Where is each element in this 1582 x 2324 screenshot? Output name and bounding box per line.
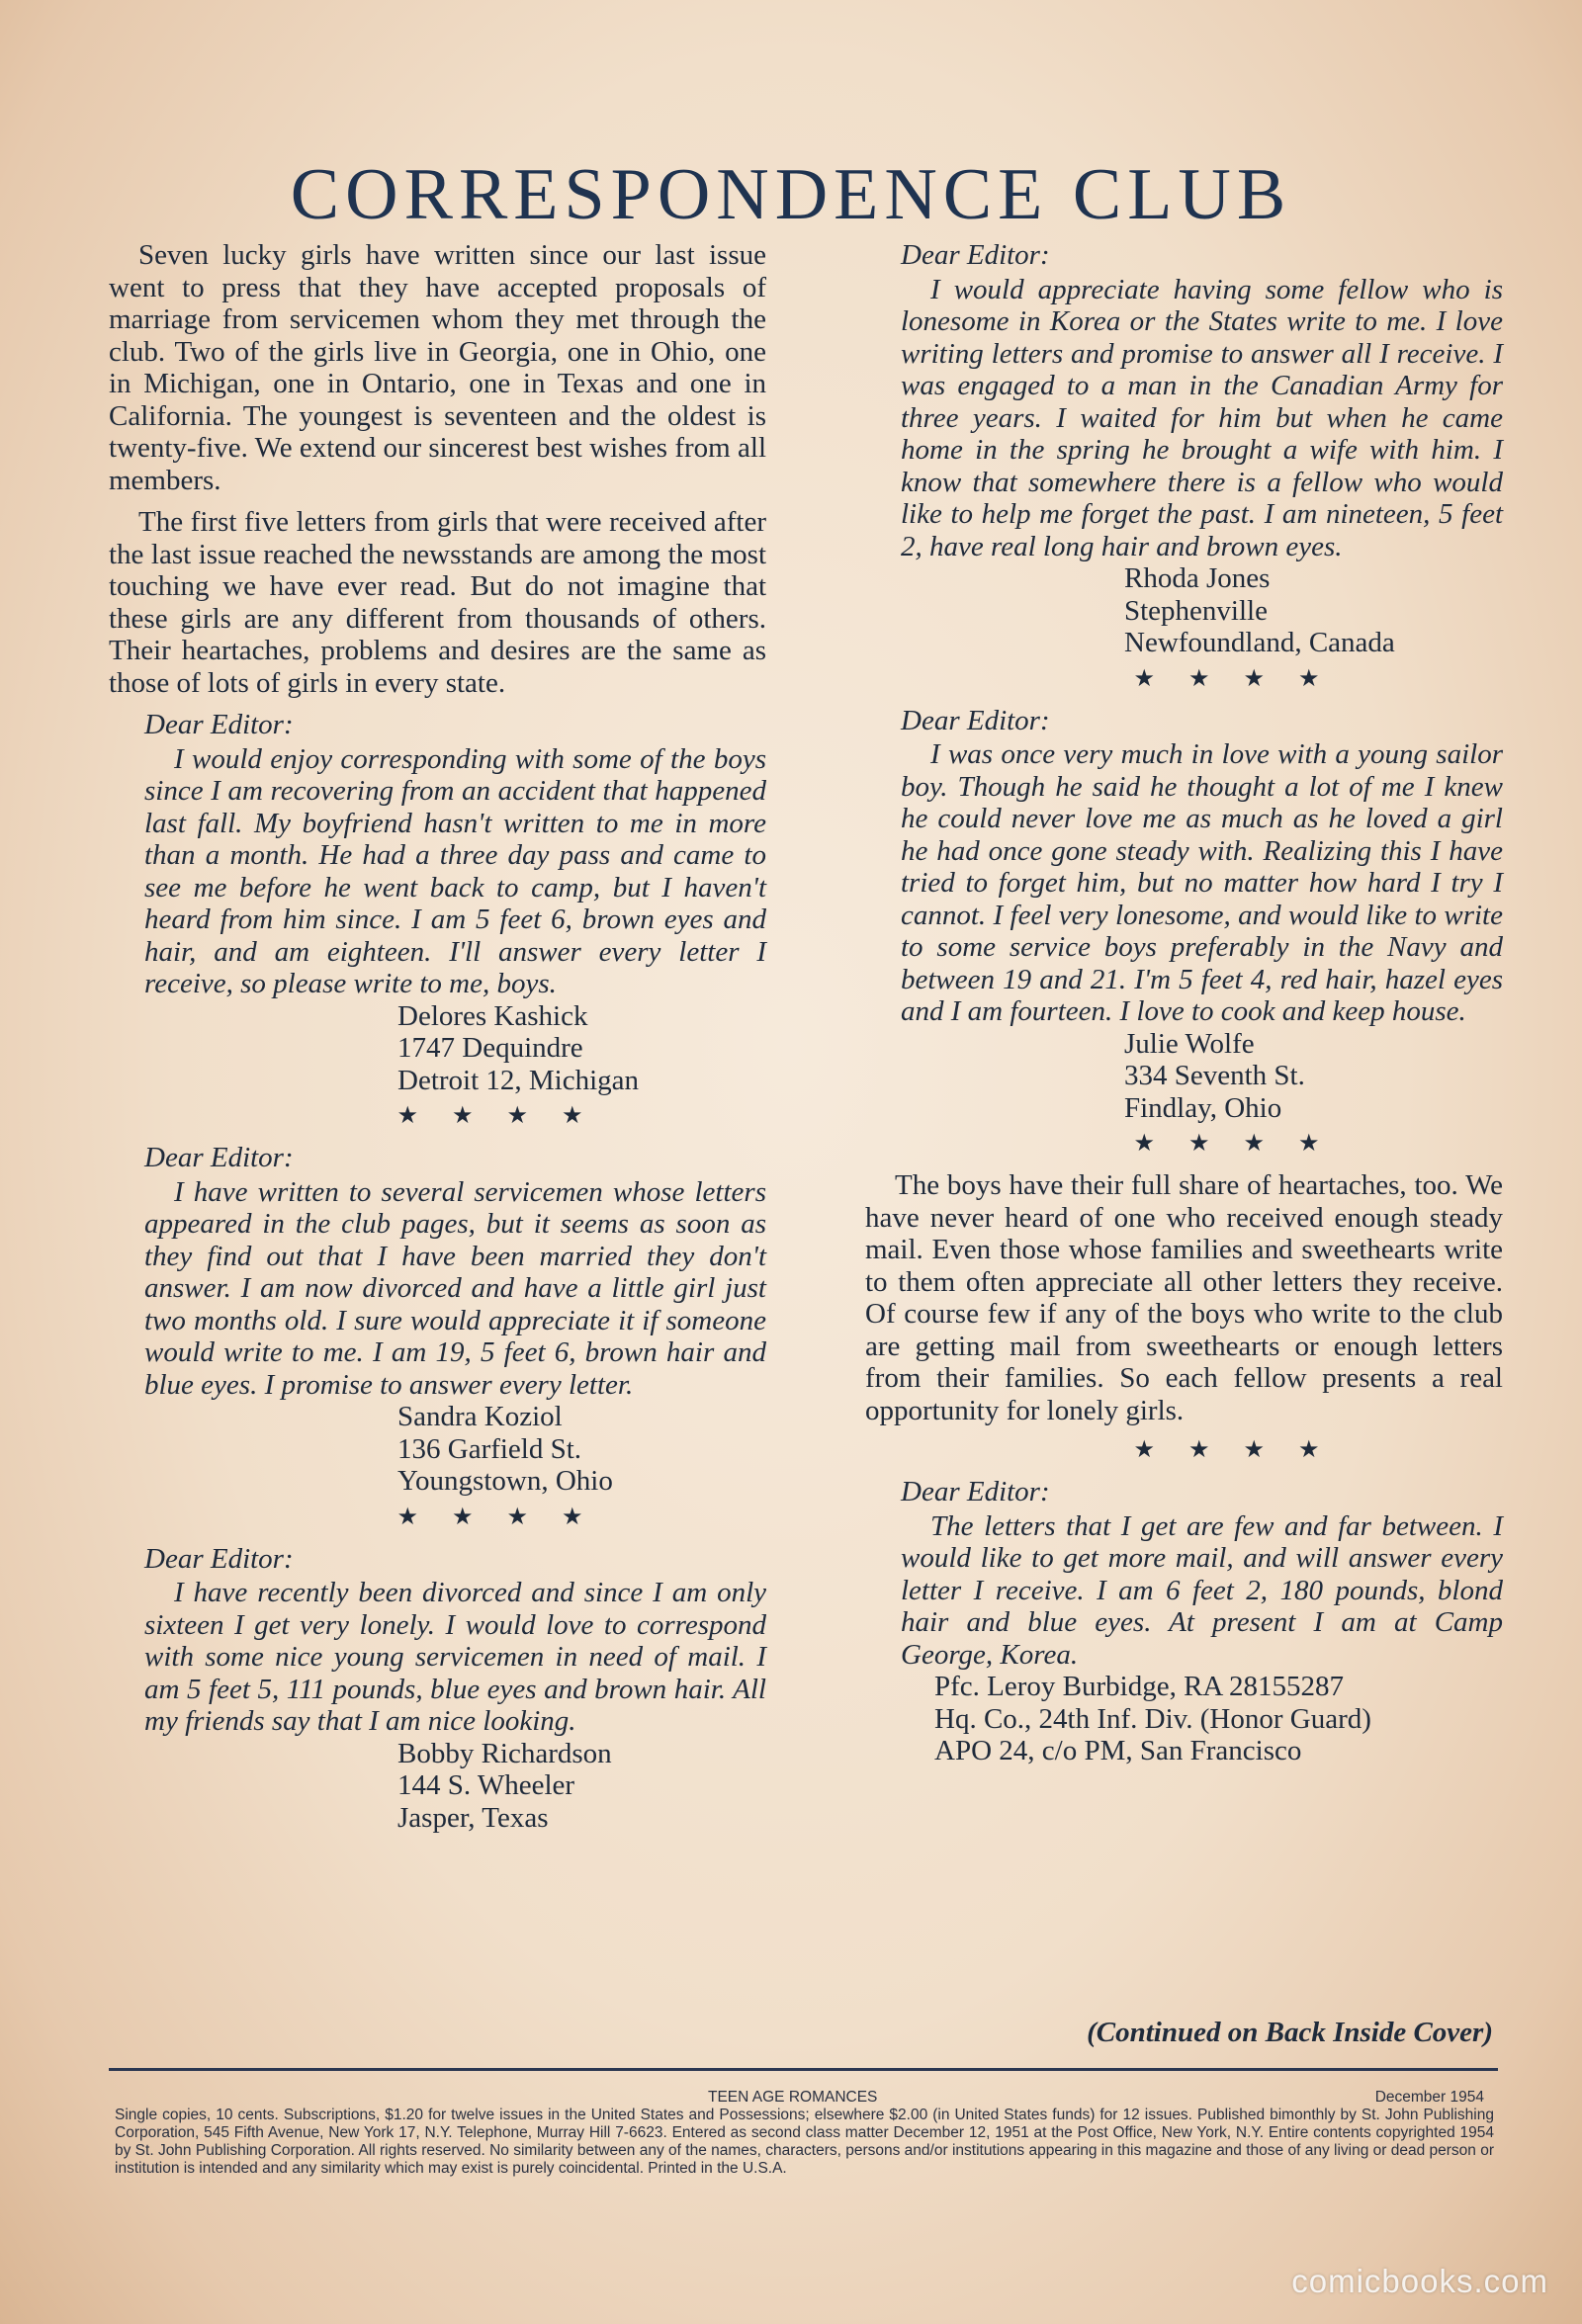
signature-street: Stephenville bbox=[1124, 594, 1268, 627]
letter-salutation: Dear Editor: bbox=[901, 239, 1050, 271]
signature-name: Delores Kashick bbox=[397, 999, 588, 1032]
signature-unit: Hq. Co., 24th Inf. Div. (Honor Guard) bbox=[934, 1702, 1371, 1735]
intro-paragraph: Seven lucky girls have written since our last issue went to press that they have accepted proposals of marriage from servicemen whom they met through the club. Two of the girls live in Georgia, one in Ohio, one in Michigan, one in Ontario, one in Texas and one in California. The youngest is seventeen and the oldest is twenty-five. We extend our sincerest best wishes from all members. bbox=[109, 239, 766, 496]
signature-city: Detroit 12, Michigan bbox=[397, 1064, 640, 1096]
signature-name: Julie Wolfe bbox=[1124, 1027, 1255, 1060]
star-separator: ★ ★ ★ ★ bbox=[396, 1504, 597, 1530]
letter bbox=[865, 239, 1503, 659]
star-separator: ★ ★ ★ ★ bbox=[1133, 665, 1334, 692]
signature-city: Jasper, Texas bbox=[397, 1801, 549, 1834]
footer-header bbox=[115, 2089, 1494, 2107]
letter bbox=[865, 705, 1503, 1125]
continued-note: (Continued on Back Inside Cover) bbox=[1087, 2017, 1493, 2048]
letter-body: I was once very much in love with a young sailor boy. Though he said he thought a lot of me I knew he could never love me as much as he loved a girl he had once gone steady with. Realizing this I have tried to forget him, but no matter how hard I try I cannot. I feel very lonesome, and would like to write to some service boys preferably in the Navy and between 19 and 21. I'm 5 feet 4, red hair, hazel eyes and I am fourteen. I love to cook and keep house. bbox=[901, 738, 1503, 1027]
right-column bbox=[865, 239, 1503, 1773]
letter-salutation: Dear Editor: bbox=[144, 1542, 294, 1575]
star-separator: ★ ★ ★ ★ bbox=[1133, 1437, 1334, 1463]
letter-body: I would appreciate having some fellow who is lonesome in Korea or the States write to me. I love writing letters and promise to answer all I receive. I was engaged to a man in the Canadian Army for three years. I waited for him but when he came home in the spring he brought a wife with him. I know that somewhere there is a fellow who would like to help me forget the past. I am nineteen, 5 feet 2, have real long hair and brown eyes. bbox=[901, 273, 1503, 562]
letter-salutation: Dear Editor: bbox=[144, 709, 294, 740]
footer-divider bbox=[109, 2068, 1498, 2071]
signature-city: Newfoundland, Canada bbox=[1124, 627, 1395, 658]
letter-body: The letters that I get are few and far between. I would like to get more mail, and will answer every letter I receive. I am 6 feet 2, 180 pounds, blond hair and blue eyes. At present I am at Camp George, Korea. bbox=[901, 1509, 1503, 1671]
left-column bbox=[109, 239, 766, 1840]
letter-salutation: Dear Editor: bbox=[901, 704, 1050, 736]
letter-signature bbox=[397, 1401, 766, 1498]
letter-signature bbox=[934, 1671, 1503, 1767]
letter-signature bbox=[1124, 562, 1503, 659]
signature-city: Findlay, Ohio bbox=[1124, 1091, 1282, 1124]
signature-name: Pfc. Leroy Burbidge, RA 28155287 bbox=[934, 1671, 1345, 1702]
page-title: CORRESPONDENCE CLUB bbox=[290, 154, 1292, 235]
letter-salutation: Dear Editor: bbox=[901, 1476, 1050, 1507]
letter bbox=[109, 1142, 766, 1498]
letter bbox=[109, 1543, 766, 1835]
signature-name: Rhoda Jones bbox=[1124, 562, 1271, 594]
footer bbox=[115, 2089, 1494, 2178]
watermark: comicbooks.com bbox=[1291, 2263, 1548, 2299]
letter-salutation: Dear Editor: bbox=[144, 1142, 294, 1173]
signature-address: APO 24, c/o PM, San Francisco bbox=[934, 1735, 1302, 1766]
signature-street: 1747 Dequindre bbox=[397, 1032, 583, 1064]
letter-body: I have written to several servicemen whose letters appeared in the club pages, but it seems as soon as they find out that I have been married they don't answer. I am now divorced and have a little girl just two months old. I sure would appreciate it if someone would write to me. I am 19, 5 feet 6, brown hair and blue eyes. I promise to answer every letter. bbox=[144, 1175, 766, 1401]
letter-signature bbox=[397, 1738, 766, 1835]
footer-legal-text: Single copies, 10 cents. Subscriptions, $1.20 for twelve issues in the United States and Possessions; elsewhere $2.00 (in United States funds) for 12 issues. Published bimonthly by St. John Publishing Corporation, 545 Fifth Avenue, New York 17, N.Y. Telephone, Murray Hill 7-6623. Entered as second class matter December 12, 1951 at the Post Office, New York, N.Y. Entire contents copyrighted 1954 by St. John Publishing Corporation. All rights reserved. No similarity between any of the names, characters, persons and/or institutions appearing in this magazine and those of any living or dead person or institution is intended and any similarity which may exist is purely coincidental. Printed in the U.S.A. bbox=[115, 2107, 1494, 2177]
footer-date: December 1954 bbox=[1374, 2089, 1484, 2106]
signature-name: Sandra Koziol bbox=[397, 1401, 563, 1432]
letter-body: I have recently been divorced and since I am only sixteen I get very lonely. I would love to correspond with some nice young servicemen in need of mail. I am 5 feet 5, 111 pounds, blue eyes and brown hair. All my friends say that I am nice looking. bbox=[144, 1577, 766, 1737]
signature-street: 136 Garfield St. bbox=[397, 1432, 582, 1465]
star-separator: ★ ★ ★ ★ bbox=[1133, 1131, 1334, 1157]
signature-street: 334 Seventh St. bbox=[1124, 1060, 1305, 1091]
signature-street: 144 S. Wheeler bbox=[397, 1769, 575, 1801]
intro-paragraph: The first five letters from girls that were received after the last issue reached the newsstands are among the most touching we have ever read. But do not imagine that these girls are any different from thousands of others. Their heartaches, problems and desires are the same as those of lots of girls in every state. bbox=[109, 506, 766, 699]
boys-paragraph: The boys have their full share of heartaches, too. We have never heard of one who received enough steady mail. Even those whose families and sweethearts write to them often appreciate all other letters they receive. Of course few if any of the boys who write to the club are getting mail from sweethearts or enough letters from their families. So each fellow presents a real opportunity for lonely girls. bbox=[865, 1169, 1503, 1426]
letter-signature bbox=[1124, 1028, 1503, 1125]
letter bbox=[109, 709, 766, 1096]
letter-body: I would enjoy corresponding with some of the boys since I am recovering from an accident that happened last fall. My boyfriend hasn't written to me in more than a month. He had a three day pass and came to see me before he went back to camp, but I haven't heard from him since. I am 5 feet 6, brown eyes and hair, and am eighteen. I'll answer every letter I receive, so please write to me, boys. bbox=[144, 742, 766, 999]
letter-signature bbox=[397, 1000, 766, 1097]
signature-city: Youngstown, Ohio bbox=[397, 1465, 613, 1497]
signature-name: Bobby Richardson bbox=[397, 1737, 612, 1769]
letter bbox=[865, 1476, 1503, 1767]
star-separator: ★ ★ ★ ★ bbox=[396, 1103, 597, 1129]
footer-magazine-title: TEEN AGE ROMANCES bbox=[708, 2089, 878, 2106]
